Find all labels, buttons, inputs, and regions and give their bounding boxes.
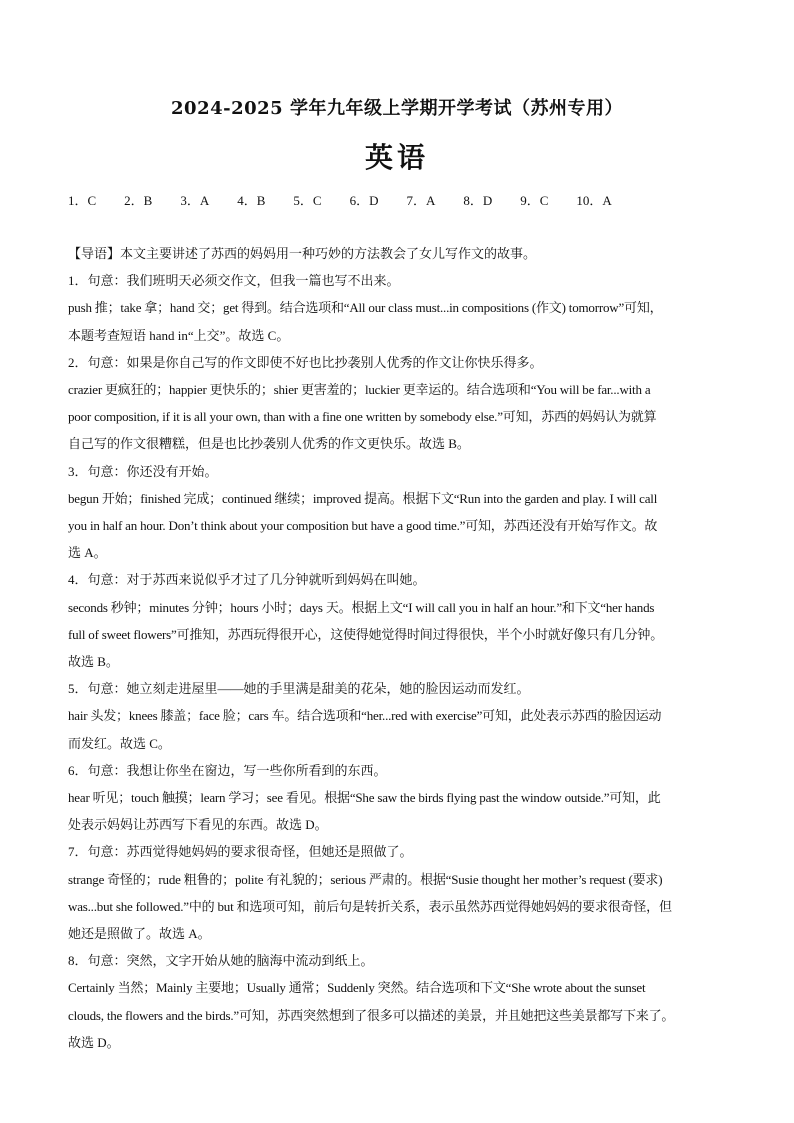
item-2-meaning: 2．句意：如果是你自己写的作文即使不好也比抄袭别人优秀的作文让你快乐得多。 [68,354,543,370]
exam-title: 2024-2025 学年九年级上学期开学考试（苏州专用） [171,98,623,119]
item-1-explanation-line: push 推；take 拿；hand 交；get 得到。结合选项和“All our class must...in compositions (作文) tomorrow”可知， [68,300,663,316]
item-7-meaning: 7．句意：苏西觉得她妈妈的要求很奇怪，但她还是照做了。 [68,844,413,860]
item-5-explanation-line: 而发红。故选 C。 [68,735,171,751]
item-2-explanation-line: poor composition, if it is all your own, than with a fine one written by somebody else.”可知，苏西的妈妈认为就算 [68,409,657,425]
item-1-meaning: 1．句意：我们班明天必须交作文，但我一篇也写不出来。 [68,273,400,289]
item-5-explanation-line: hair 头发；knees 膝盖；face 脸；cars 车。结合选项和“her...red with exercise”可知，此处表示苏西的脸因运动 [68,708,662,724]
answer-item: 3．A [180,193,210,208]
answer-item: 2．B [124,193,153,208]
item-2-explanation-line: 自己写的作文很糟糕，但是也比抄袭别人优秀的作文更快乐。故选 B。 [68,436,470,452]
item-5-meaning: 5．句意：她立刻走进屋里——她的手里满是甜美的花朵，她的脸因运动而发红。 [68,681,530,697]
item-8-meaning: 8．句意：突然，文字开始从她的脑海中流动到纸上。 [68,953,374,969]
answer-item: 7．A [406,193,436,208]
item-3-explanation-line: 选 A。 [68,545,107,561]
item-6-explanation-line: 处表示妈妈让苏西写下看见的东西。故选 D。 [68,817,328,833]
answer-key [68,190,640,209]
item-4-explanation-line: seconds 秒钟；minutes 分钟；hours 小时；days 天。根据上文“I will call you in half an hour.”和下文“her hands [68,599,655,615]
answer-item: 8．D [463,193,493,208]
item-2-explanation-line: crazier 更疯狂的；happier 更快乐的；shier 更害羞的；luckier 更幸运的。结合选项和“You will be far...with a [68,382,651,398]
answer-item: 5．C [293,193,322,208]
answer-item: 9．C [520,193,549,208]
explanations [68,240,728,1056]
answer-item: 10．A [576,193,612,208]
subject-heading: 英语 [364,141,429,174]
item-7-explanation-line: was...but she followed.”中的 but 和选项可知，前后句是转折关系，表示虽然苏西觉得她妈妈的要求很奇怪，但 [68,898,672,914]
item-8-explanation-line: Certainly 当然；Mainly 主要地；Usually 通常；Suddenly 突然。结合选项和下文“She wrote about the sunset [68,980,646,996]
item-3-explanation-line: you in half an hour. Don’t think about your composition but have a good time.”可知，苏西还没有开始写作文。故 [68,518,658,534]
item-3-meaning: 3．句意：你还没有开始。 [68,463,218,479]
item-8-explanation-line: 故选 D。 [68,1034,120,1050]
item-7-explanation-line: strange 奇怪的；rude 粗鲁的；polite 有礼貌的；serious 严肃的。根据“Susie thought her mother’s request (要求) [68,871,663,887]
item-3-explanation-line: begun 开始；finished 完成；continued 继续；improved 提高。根据下文“Run into the garden and play. I will call [68,490,658,506]
item-4-explanation-line: full of sweet flowers”可推知，苏西玩得很开心，这使得她觉得时间过得很快，半个小时就好像只有几分钟。 [68,626,663,642]
answer-item: 6．D [349,193,379,208]
item-7-explanation-line: 她还是照做了。故选 A。 [68,926,211,942]
item-6-meaning: 6．句意：我想让你坐在窗边，写一些你所看到的东西。 [68,762,387,778]
answer-item: 1．C [68,193,97,208]
item-1-explanation-line: 本题考查短语 hand in“上交”。故选 C。 [68,327,290,343]
item-4-explanation-line: 故选 B。 [68,654,119,670]
item-8-explanation-line: clouds, the flowers and the birds.”可知，苏西突然想到了很多可以描述的美景，并且她把这些美景都写下来了。 [68,1007,675,1023]
item-4-meaning: 4．句意：对于苏西来说似乎才过了几分钟就听到妈妈在叫她。 [68,572,426,588]
intro-paragraph: 【导语】本文主要讲述了苏西的妈妈用一种巧妙的方法教会了女儿写作文的故事。 [68,246,537,261]
item-6-explanation-line: hear 听见；touch 触摸；learn 学习；see 看见。根据“She saw the birds flying past the window outside.”可知，此 [68,790,661,806]
answer-item: 4．B [237,193,266,208]
